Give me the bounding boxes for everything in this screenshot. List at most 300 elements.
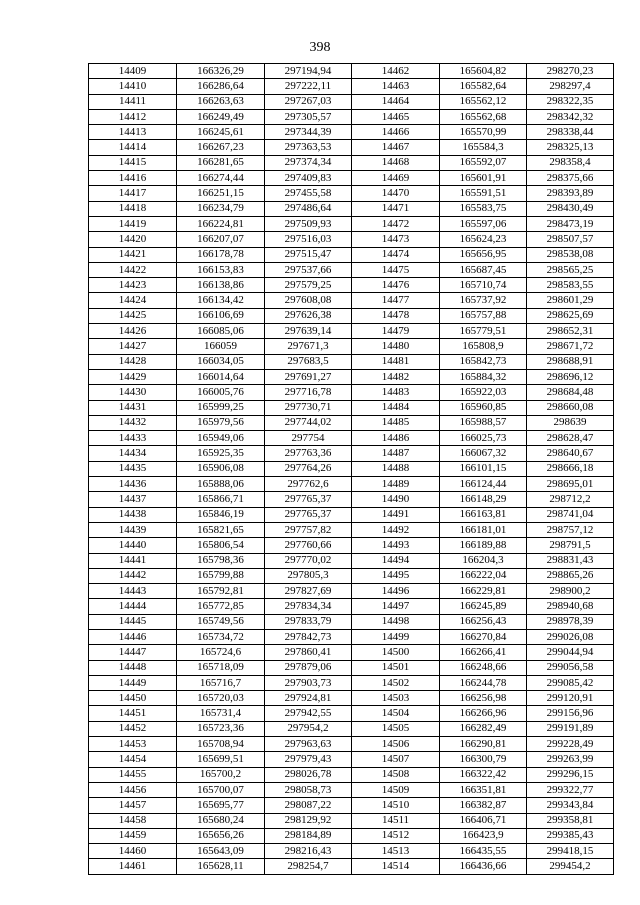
point-number-left: 14451 <box>89 706 177 721</box>
table-row <box>89 553 614 568</box>
x-coordinate-left: 165979,56 <box>177 415 265 430</box>
point-number-right: 14495 <box>352 568 440 583</box>
y-coordinate-left: 297626,38 <box>265 308 352 323</box>
x-coordinate-right: 165592,07 <box>440 155 527 170</box>
y-coordinate-left: 297924,81 <box>265 691 352 706</box>
y-coordinate-right: 298583,55 <box>527 278 614 293</box>
y-coordinate-left: 297833,79 <box>265 614 352 629</box>
point-number-left: 14425 <box>89 308 177 323</box>
point-number-right: 14488 <box>352 461 440 476</box>
y-coordinate-right: 299044,94 <box>527 645 614 660</box>
y-coordinate-left: 297222,11 <box>265 79 352 94</box>
table-row <box>89 293 614 308</box>
point-number-right: 14487 <box>352 446 440 461</box>
y-coordinate-right: 298342,32 <box>527 109 614 124</box>
point-number-left: 14429 <box>89 369 177 384</box>
y-coordinate-right: 298375,66 <box>527 171 614 186</box>
y-coordinate-left: 297860,41 <box>265 645 352 660</box>
x-coordinate-left: 165792,81 <box>177 584 265 599</box>
table-row <box>89 339 614 354</box>
point-number-left: 14424 <box>89 293 177 308</box>
point-number-left: 14410 <box>89 79 177 94</box>
x-coordinate-left: 165806,54 <box>177 538 265 553</box>
y-coordinate-left: 297639,14 <box>265 324 352 339</box>
point-number-right: 14490 <box>352 492 440 507</box>
y-coordinate-left: 297409,83 <box>265 171 352 186</box>
y-coordinate-left: 297579,25 <box>265 278 352 293</box>
table-row <box>89 645 614 660</box>
y-coordinate-right: 299385,43 <box>527 828 614 843</box>
table-row <box>89 584 614 599</box>
x-coordinate-right: 166124,44 <box>440 477 527 492</box>
x-coordinate-left: 166234,79 <box>177 201 265 216</box>
x-coordinate-left: 166014,64 <box>177 369 265 384</box>
x-coordinate-right: 166148,29 <box>440 492 527 507</box>
y-coordinate-left: 297754 <box>265 431 352 446</box>
table-row <box>89 737 614 752</box>
point-number-right: 14471 <box>352 201 440 216</box>
y-coordinate-right: 298652,31 <box>527 324 614 339</box>
point-number-right: 14481 <box>352 354 440 369</box>
point-number-left: 14412 <box>89 109 177 124</box>
point-number-left: 14413 <box>89 125 177 140</box>
table-row <box>89 477 614 492</box>
y-coordinate-right: 299418,15 <box>527 844 614 859</box>
point-number-right: 14506 <box>352 737 440 752</box>
x-coordinate-right: 166256,98 <box>440 691 527 706</box>
x-coordinate-right: 165922,03 <box>440 385 527 400</box>
x-coordinate-left: 165866,71 <box>177 492 265 507</box>
y-coordinate-left: 297716,78 <box>265 385 352 400</box>
x-coordinate-right: 166436,66 <box>440 859 527 874</box>
table-row <box>89 522 614 537</box>
point-number-left: 14428 <box>89 354 177 369</box>
x-coordinate-left: 166085,06 <box>177 324 265 339</box>
x-coordinate-right: 166322,42 <box>440 767 527 782</box>
x-coordinate-right: 165562,12 <box>440 94 527 109</box>
x-coordinate-left: 166138,86 <box>177 278 265 293</box>
point-number-right: 14511 <box>352 813 440 828</box>
y-coordinate-left: 297363,53 <box>265 140 352 155</box>
y-coordinate-left: 297760,66 <box>265 538 352 553</box>
point-number-right: 14493 <box>352 538 440 553</box>
point-number-left: 14433 <box>89 431 177 446</box>
point-number-right: 14467 <box>352 140 440 155</box>
table-row <box>89 262 614 277</box>
x-coordinate-right: 165624,23 <box>440 232 527 247</box>
x-coordinate-left: 166286,64 <box>177 79 265 94</box>
x-coordinate-left: 166326,29 <box>177 64 265 79</box>
table-row <box>89 675 614 690</box>
y-coordinate-right: 298865,26 <box>527 568 614 583</box>
x-coordinate-left: 166178,78 <box>177 247 265 262</box>
table-row <box>89 247 614 262</box>
point-number-right: 14484 <box>352 400 440 415</box>
x-coordinate-left: 166034,05 <box>177 354 265 369</box>
y-coordinate-left: 297344,39 <box>265 125 352 140</box>
y-coordinate-left: 297979,43 <box>265 752 352 767</box>
x-coordinate-left: 165695,77 <box>177 798 265 813</box>
x-coordinate-right: 166244,78 <box>440 675 527 690</box>
point-number-left: 14437 <box>89 492 177 507</box>
table-row <box>89 599 614 614</box>
table-row <box>89 492 614 507</box>
y-coordinate-left: 297903,73 <box>265 675 352 690</box>
table-row <box>89 109 614 124</box>
point-number-left: 14438 <box>89 507 177 522</box>
point-number-left: 14446 <box>89 629 177 644</box>
x-coordinate-right: 166423,9 <box>440 828 527 843</box>
point-number-left: 14439 <box>89 522 177 537</box>
table-row <box>89 125 614 140</box>
x-coordinate-left: 165643,09 <box>177 844 265 859</box>
x-coordinate-right: 165656,95 <box>440 247 527 262</box>
point-number-right: 14496 <box>352 584 440 599</box>
y-coordinate-left: 297374,34 <box>265 155 352 170</box>
point-number-right: 14502 <box>352 675 440 690</box>
x-coordinate-right: 166222,04 <box>440 568 527 583</box>
y-coordinate-left: 297691,27 <box>265 369 352 384</box>
x-coordinate-right: 165583,75 <box>440 201 527 216</box>
point-number-left: 14452 <box>89 721 177 736</box>
y-coordinate-right: 298601,29 <box>527 293 614 308</box>
x-coordinate-right: 166290,81 <box>440 737 527 752</box>
table-row <box>89 538 614 553</box>
table-row <box>89 782 614 797</box>
table-row <box>89 507 614 522</box>
table-row <box>89 660 614 675</box>
y-coordinate-right: 298666,18 <box>527 461 614 476</box>
y-coordinate-right: 298473,19 <box>527 216 614 231</box>
y-coordinate-right: 299026,08 <box>527 629 614 644</box>
point-number-left: 14454 <box>89 752 177 767</box>
y-coordinate-right: 298639 <box>527 415 614 430</box>
y-coordinate-left: 298184,89 <box>265 828 352 843</box>
table-row <box>89 278 614 293</box>
y-coordinate-left: 297267,03 <box>265 94 352 109</box>
point-number-right: 14466 <box>352 125 440 140</box>
y-coordinate-left: 298058,73 <box>265 782 352 797</box>
x-coordinate-right: 166181,01 <box>440 522 527 537</box>
y-coordinate-left: 298216,43 <box>265 844 352 859</box>
table-row <box>89 568 614 583</box>
x-coordinate-left: 166274,44 <box>177 171 265 186</box>
y-coordinate-right: 298297,4 <box>527 79 614 94</box>
point-number-left: 14445 <box>89 614 177 629</box>
point-number-right: 14491 <box>352 507 440 522</box>
point-number-right: 14482 <box>352 369 440 384</box>
y-coordinate-right: 299156,96 <box>527 706 614 721</box>
y-coordinate-right: 299228,49 <box>527 737 614 752</box>
x-coordinate-left: 166251,15 <box>177 186 265 201</box>
x-coordinate-right: 166101,15 <box>440 461 527 476</box>
table-row <box>89 431 614 446</box>
table-row <box>89 232 614 247</box>
x-coordinate-right: 166067,32 <box>440 446 527 461</box>
point-number-right: 14470 <box>352 186 440 201</box>
y-coordinate-left: 297765,37 <box>265 492 352 507</box>
point-number-right: 14478 <box>352 308 440 323</box>
point-number-right: 14501 <box>352 660 440 675</box>
y-coordinate-left: 297963,63 <box>265 737 352 752</box>
y-coordinate-left: 298087,22 <box>265 798 352 813</box>
table-row <box>89 369 614 384</box>
y-coordinate-left: 298129,92 <box>265 813 352 828</box>
x-coordinate-right: 165808,9 <box>440 339 527 354</box>
x-coordinate-left: 165700,07 <box>177 782 265 797</box>
x-coordinate-left: 165888,06 <box>177 477 265 492</box>
y-coordinate-right: 298757,12 <box>527 522 614 537</box>
y-coordinate-left: 298026,78 <box>265 767 352 782</box>
point-number-right: 14507 <box>352 752 440 767</box>
point-number-right: 14510 <box>352 798 440 813</box>
y-coordinate-left: 297765,37 <box>265 507 352 522</box>
x-coordinate-left: 166134,42 <box>177 293 265 308</box>
y-coordinate-right: 298565,25 <box>527 262 614 277</box>
point-number-left: 14448 <box>89 660 177 675</box>
point-number-left: 14444 <box>89 599 177 614</box>
x-coordinate-left: 166249,49 <box>177 109 265 124</box>
point-number-left: 14417 <box>89 186 177 201</box>
point-number-right: 14509 <box>352 782 440 797</box>
x-coordinate-right: 165687,45 <box>440 262 527 277</box>
point-number-right: 14494 <box>352 553 440 568</box>
y-coordinate-right: 298695,01 <box>527 477 614 492</box>
table-row <box>89 752 614 767</box>
y-coordinate-right: 298831,43 <box>527 553 614 568</box>
x-coordinate-right: 166266,41 <box>440 645 527 660</box>
y-coordinate-left: 297194,94 <box>265 64 352 79</box>
x-coordinate-left: 165723,36 <box>177 721 265 736</box>
point-number-right: 14477 <box>352 293 440 308</box>
x-coordinate-left: 165656,26 <box>177 828 265 843</box>
y-coordinate-right: 298900,2 <box>527 584 614 599</box>
y-coordinate-right: 298684,48 <box>527 385 614 400</box>
x-coordinate-left: 165799,88 <box>177 568 265 583</box>
y-coordinate-left: 297770,02 <box>265 553 352 568</box>
y-coordinate-right: 299322,77 <box>527 782 614 797</box>
y-coordinate-right: 298507,57 <box>527 232 614 247</box>
point-number-left: 14411 <box>89 94 177 109</box>
point-number-left: 14426 <box>89 324 177 339</box>
point-number-right: 14462 <box>352 64 440 79</box>
point-number-right: 14473 <box>352 232 440 247</box>
table-row <box>89 385 614 400</box>
x-coordinate-left: 165798,36 <box>177 553 265 568</box>
point-number-left: 14432 <box>89 415 177 430</box>
x-coordinate-left: 166224,81 <box>177 216 265 231</box>
y-coordinate-right: 298978,39 <box>527 614 614 629</box>
point-number-left: 14431 <box>89 400 177 415</box>
x-coordinate-right: 165884,32 <box>440 369 527 384</box>
point-number-right: 14486 <box>352 431 440 446</box>
y-coordinate-left: 297827,69 <box>265 584 352 599</box>
table-row <box>89 155 614 170</box>
point-number-right: 14498 <box>352 614 440 629</box>
point-number-left: 14414 <box>89 140 177 155</box>
point-number-left: 14456 <box>89 782 177 797</box>
coordinates-table-body <box>89 64 614 875</box>
table-row <box>89 706 614 721</box>
x-coordinate-right: 165582,64 <box>440 79 527 94</box>
y-coordinate-left: 297455,58 <box>265 186 352 201</box>
point-number-right: 14489 <box>352 477 440 492</box>
point-number-left: 14455 <box>89 767 177 782</box>
x-coordinate-right: 165960,85 <box>440 400 527 415</box>
y-coordinate-left: 297509,93 <box>265 216 352 231</box>
x-coordinate-right: 166204,3 <box>440 553 527 568</box>
x-coordinate-right: 166245,89 <box>440 599 527 614</box>
x-coordinate-right: 165601,91 <box>440 171 527 186</box>
y-coordinate-left: 297730,71 <box>265 400 352 415</box>
y-coordinate-right: 298628,47 <box>527 431 614 446</box>
point-number-left: 14453 <box>89 737 177 752</box>
y-coordinate-left: 297671,3 <box>265 339 352 354</box>
table-row <box>89 828 614 843</box>
point-number-right: 14508 <box>352 767 440 782</box>
x-coordinate-left: 165949,06 <box>177 431 265 446</box>
point-number-right: 14463 <box>352 79 440 94</box>
x-coordinate-left: 165724,6 <box>177 645 265 660</box>
point-number-right: 14500 <box>352 645 440 660</box>
y-coordinate-left: 297516,03 <box>265 232 352 247</box>
y-coordinate-left: 297764,26 <box>265 461 352 476</box>
y-coordinate-right: 298940,68 <box>527 599 614 614</box>
point-number-right: 14514 <box>352 859 440 874</box>
x-coordinate-right: 166300,79 <box>440 752 527 767</box>
x-coordinate-left: 165708,94 <box>177 737 265 752</box>
y-coordinate-left: 298254,7 <box>265 859 352 874</box>
point-number-right: 14469 <box>352 171 440 186</box>
y-coordinate-right: 298688,91 <box>527 354 614 369</box>
x-coordinate-right: 166270,84 <box>440 629 527 644</box>
x-coordinate-left: 166281,65 <box>177 155 265 170</box>
x-coordinate-right: 166406,71 <box>440 813 527 828</box>
x-coordinate-left: 166106,69 <box>177 308 265 323</box>
point-number-right: 14476 <box>352 278 440 293</box>
y-coordinate-left: 297537,66 <box>265 262 352 277</box>
x-coordinate-right: 165597,06 <box>440 216 527 231</box>
table-row <box>89 354 614 369</box>
point-number-right: 14465 <box>352 109 440 124</box>
table-row <box>89 324 614 339</box>
x-coordinate-right: 165988,57 <box>440 415 527 430</box>
point-number-right: 14483 <box>352 385 440 400</box>
y-coordinate-right: 298358,4 <box>527 155 614 170</box>
y-coordinate-left: 297608,08 <box>265 293 352 308</box>
table-row <box>89 186 614 201</box>
point-number-right: 14464 <box>352 94 440 109</box>
point-number-left: 14457 <box>89 798 177 813</box>
point-number-left: 14423 <box>89 278 177 293</box>
point-number-right: 14485 <box>352 415 440 430</box>
x-coordinate-right: 165779,51 <box>440 324 527 339</box>
point-number-left: 14427 <box>89 339 177 354</box>
x-coordinate-left: 165716,7 <box>177 675 265 690</box>
point-number-left: 14421 <box>89 247 177 262</box>
x-coordinate-right: 166256,43 <box>440 614 527 629</box>
x-coordinate-right: 166229,81 <box>440 584 527 599</box>
y-coordinate-right: 299263,99 <box>527 752 614 767</box>
x-coordinate-right: 165842,73 <box>440 354 527 369</box>
x-coordinate-left: 165628,11 <box>177 859 265 874</box>
table-row <box>89 201 614 216</box>
point-number-left: 14420 <box>89 232 177 247</box>
x-coordinate-right: 165710,74 <box>440 278 527 293</box>
point-number-left: 14460 <box>89 844 177 859</box>
x-coordinate-right: 165737,92 <box>440 293 527 308</box>
y-coordinate-right: 298325,13 <box>527 140 614 155</box>
table-row <box>89 614 614 629</box>
point-number-left: 14430 <box>89 385 177 400</box>
point-number-right: 14499 <box>352 629 440 644</box>
point-number-right: 14497 <box>352 599 440 614</box>
table-row <box>89 767 614 782</box>
x-coordinate-right: 166382,87 <box>440 798 527 813</box>
table-row <box>89 171 614 186</box>
x-coordinate-right: 165604,82 <box>440 64 527 79</box>
point-number-right: 14479 <box>352 324 440 339</box>
point-number-left: 14441 <box>89 553 177 568</box>
x-coordinate-right: 165584,3 <box>440 140 527 155</box>
table-row <box>89 813 614 828</box>
table-row <box>89 798 614 813</box>
y-coordinate-right: 299191,89 <box>527 721 614 736</box>
y-coordinate-left: 297515,47 <box>265 247 352 262</box>
x-coordinate-left: 165700,2 <box>177 767 265 782</box>
point-number-left: 14458 <box>89 813 177 828</box>
y-coordinate-right: 298430,49 <box>527 201 614 216</box>
y-coordinate-right: 298338,44 <box>527 125 614 140</box>
point-number-right: 14480 <box>352 339 440 354</box>
page-number: 398 <box>309 40 331 55</box>
y-coordinate-right: 298741,04 <box>527 507 614 522</box>
y-coordinate-left: 297805,3 <box>265 568 352 583</box>
x-coordinate-left: 166059 <box>177 339 265 354</box>
y-coordinate-right: 299120,91 <box>527 691 614 706</box>
x-coordinate-left: 165680,24 <box>177 813 265 828</box>
y-coordinate-right: 298712,2 <box>527 492 614 507</box>
point-number-right: 14513 <box>352 844 440 859</box>
y-coordinate-right: 298625,69 <box>527 308 614 323</box>
y-coordinate-right: 299358,81 <box>527 813 614 828</box>
y-coordinate-right: 298270,23 <box>527 64 614 79</box>
y-coordinate-right: 298393,89 <box>527 186 614 201</box>
x-coordinate-right: 166351,81 <box>440 782 527 797</box>
y-coordinate-right: 299343,84 <box>527 798 614 813</box>
point-number-right: 14492 <box>352 522 440 537</box>
point-number-left: 14447 <box>89 645 177 660</box>
y-coordinate-left: 297744,02 <box>265 415 352 430</box>
point-number-left: 14422 <box>89 262 177 277</box>
y-coordinate-left: 297762,6 <box>265 477 352 492</box>
x-coordinate-left: 165749,56 <box>177 614 265 629</box>
x-coordinate-left: 166207,07 <box>177 232 265 247</box>
x-coordinate-left: 166153,83 <box>177 262 265 277</box>
y-coordinate-right: 298322,35 <box>527 94 614 109</box>
coordinates-table <box>88 63 614 875</box>
x-coordinate-left: 165731,4 <box>177 706 265 721</box>
y-coordinate-left: 297305,57 <box>265 109 352 124</box>
y-coordinate-left: 297757,82 <box>265 522 352 537</box>
x-coordinate-left: 165718,09 <box>177 660 265 675</box>
x-coordinate-left: 165699,51 <box>177 752 265 767</box>
y-coordinate-right: 299296,15 <box>527 767 614 782</box>
point-number-left: 14461 <box>89 859 177 874</box>
point-number-left: 14450 <box>89 691 177 706</box>
table-row <box>89 94 614 109</box>
y-coordinate-right: 299085,42 <box>527 675 614 690</box>
